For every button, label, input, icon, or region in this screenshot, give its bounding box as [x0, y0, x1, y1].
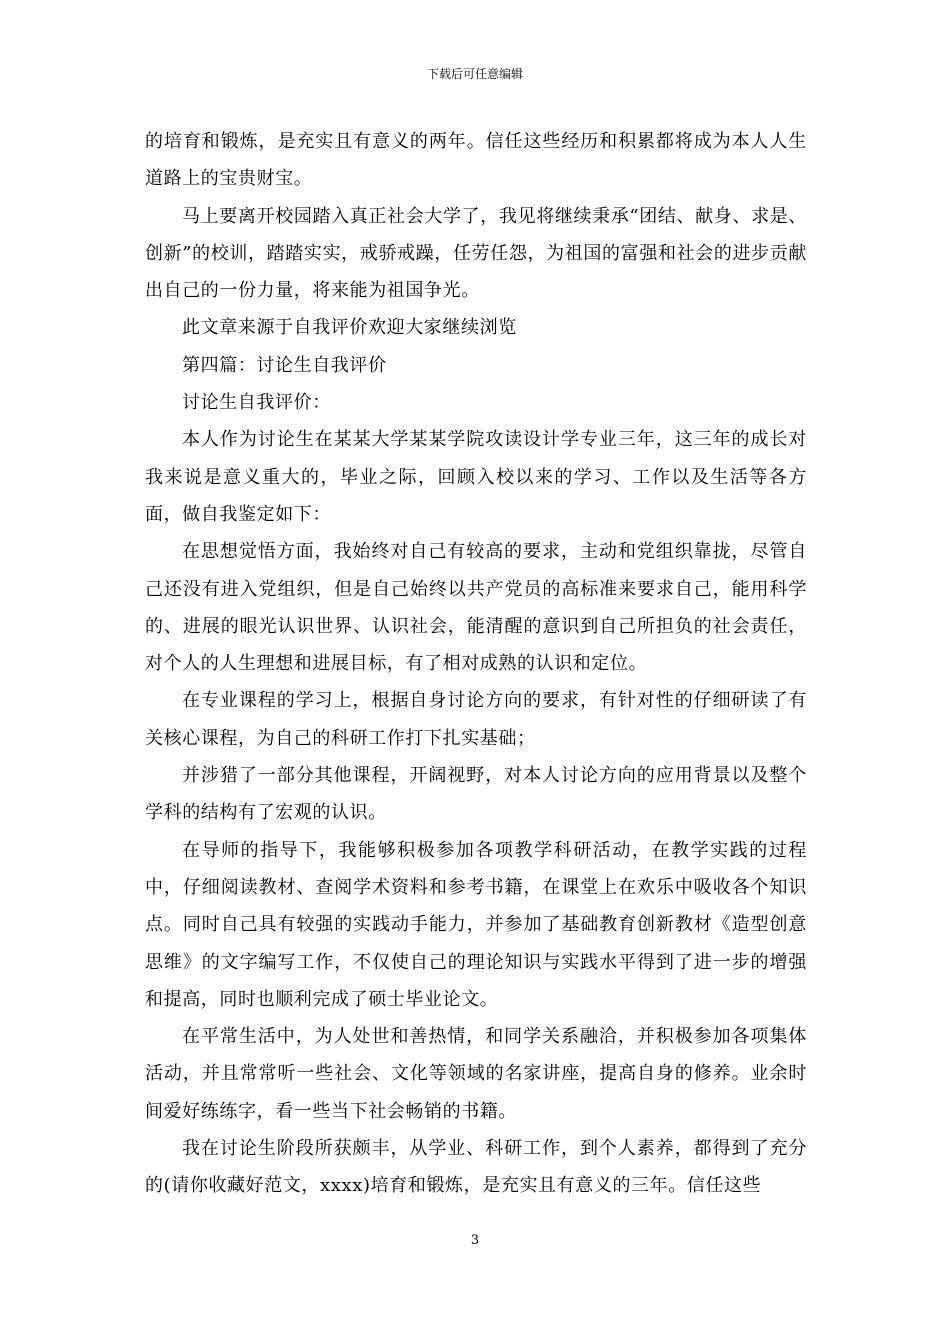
paragraph: 马上要离开校园踏入真正社会大学了，我见将继续秉承“团结、献身、求是、创新”的校训，踏踏实实，戒骄戒躁，任劳任怨，为祖国的富强和社会的进步贡献出自己的一份力量，将来能为祖国争光。	[145, 205, 807, 302]
paragraph: 在专业课程的学习上，根据自身讨论方向的要求，有针对性的仔细研读了有关核心课程，为自己的科研工作打下扎实基础；	[145, 690, 807, 749]
document-body	[145, 123, 807, 1205]
paragraph: 的培育和锻炼，是充实且有意义的两年。信任这些经历和积累都将成为本人人生道路上的宝贵财宝。	[145, 131, 807, 190]
paragraph: 此文章来源于自我评价欢迎大家继续浏览	[182, 317, 517, 339]
section-subheading: 讨论生自我评价：	[182, 392, 331, 414]
page-header: 下载后可任意编辑	[426, 67, 523, 81]
paragraph: 在平常生活中，为人处世和善热情，和同学关系融洽，并积极参加各项集体活动，并且常常听一些社会、文化等领域的名家讲座，提高自身的修养。业余时间爱好练练字，看一些当下社会畅销的书籍。	[145, 1026, 807, 1122]
section-heading: 第四篇：讨论生自我评价	[182, 354, 387, 376]
paragraph: 在思想觉悟方面，我始终对自己有较高的要求，主动和党组织靠拢，尽管自己还没有进入党组织，但是自己始终以共产党员的高标准来要求自己，能用科学的、进展的眼光认识世界、认识社会，能清醒的意识到自己所担负的社会责任，对个人的人生理想和进展目标，有了相对成熟的认识和定位。	[145, 541, 807, 675]
paragraph: 本人作为讨论生在某某大学某某学院攻读设计学专业三年，这三年的成长对我来说是意义重大的，毕业之际，回顾入校以来的学习、工作以及生活等各方面，做自我鉴定如下：	[145, 429, 807, 525]
paragraph: 并涉猎了一部分其他课程，开阔视野，对本人讨论方向的应用背景以及整个学科的结构有了宏观的认识。	[145, 765, 807, 824]
page-number: 3	[470, 1233, 480, 1248]
paragraph: 我在讨论生阶段所获颇丰，从学业、科研工作，到个人素养，都得到了充分的(请你收藏好范文，xxxx)培育和锻炼，是充实且有意义的三年。信任这些	[145, 1138, 807, 1197]
paragraph: 在导师的指导下，我能够积极参加各项教学科研活动，在教学实践的过程中，仔细阅读教材、查阅学术资料和参考书籍，在课堂上在欢乐中吸收各个知识点。同时自己具有较强的实践动手能力，并参加了基础教育创新教材《造型创意思维》的文字编写工作，不仅使自己的理论知识与实践水平得到了进一步的增强和提高，同时也顺利完成了硕士毕业论文。	[145, 839, 807, 1010]
